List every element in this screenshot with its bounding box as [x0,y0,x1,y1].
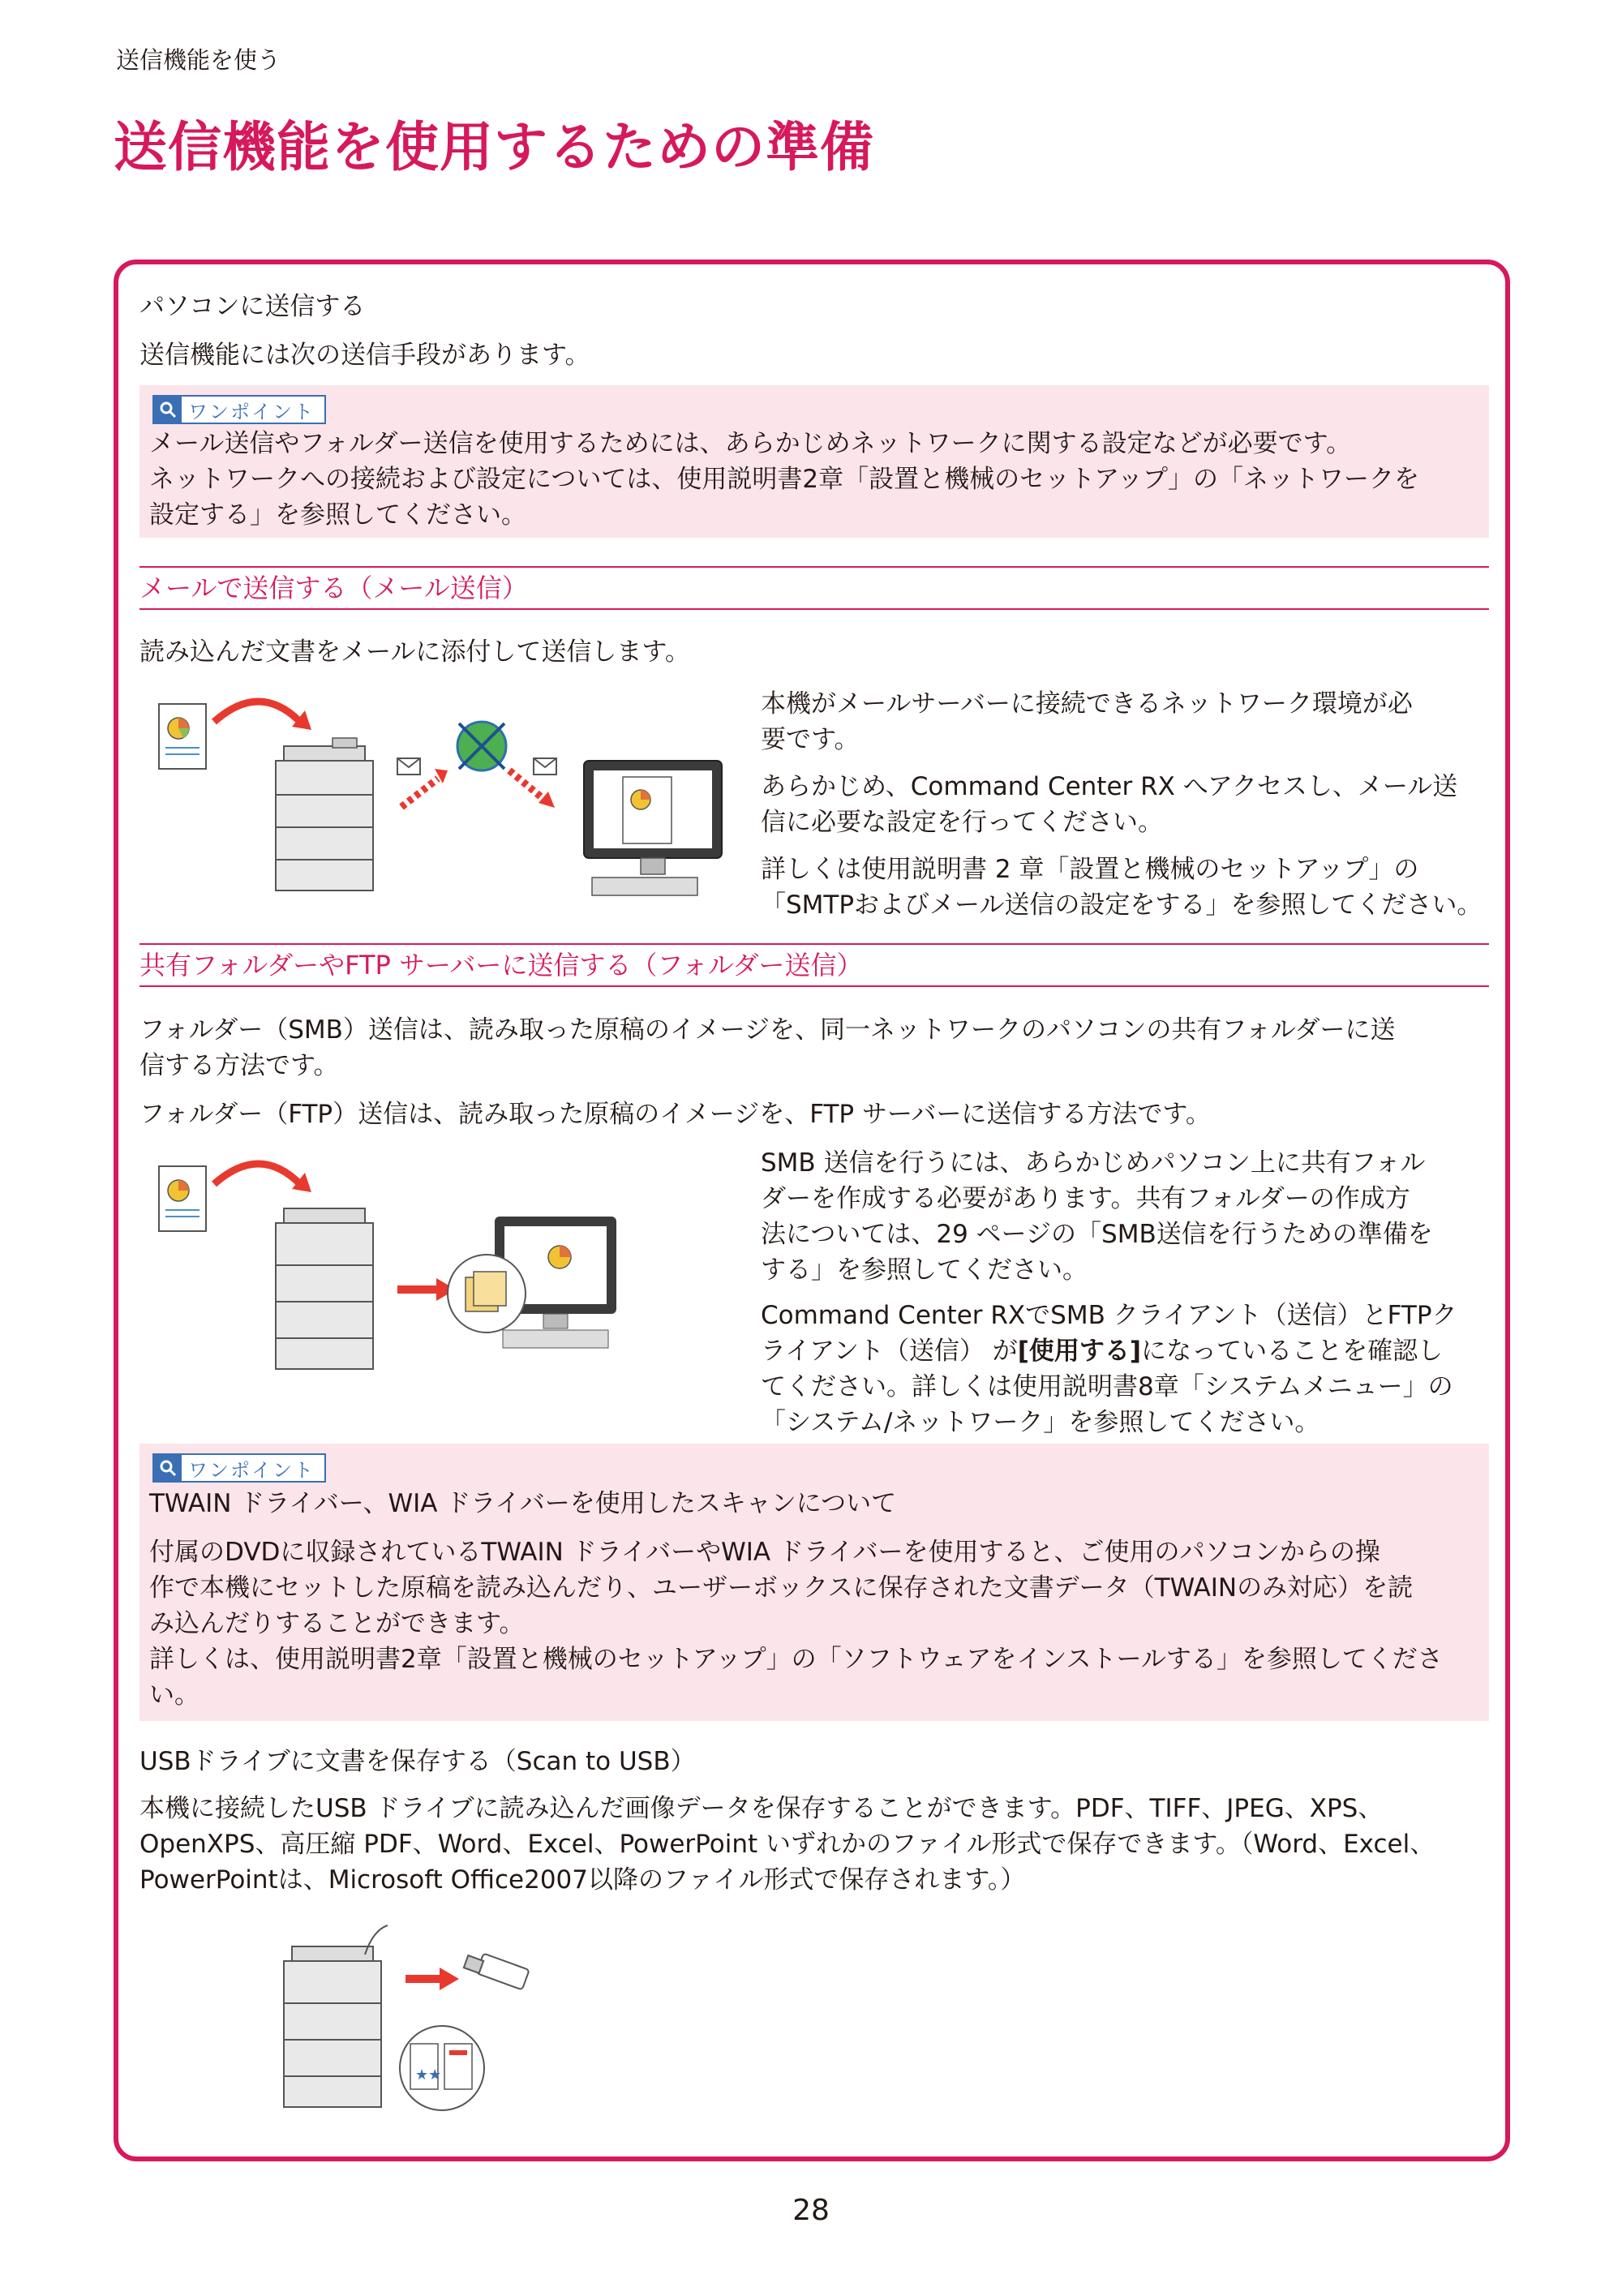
onepoint-badge [152,395,326,424]
network-globe-icon [457,722,506,770]
onepoint-line: 付属のDVDに収録されているTWAIN ドライバーやWIA ドライバーを使用すると、ご使用のパソコンからの操 [149,1538,1380,1567]
email-note-2: あらかじめ、Command Center RX へアクセスし、メール送 信に必要な設定を行ってください。 [761,772,1458,837]
onepoint-title: TWAIN ドライバー、WIA ドライバーを使用したスキャンについて [149,1489,897,1518]
usb-drive-icon [464,1954,530,1990]
onepoint-line: 作で本機にセットした原稿を読み込んだり、ユーザーボックスに保存された文書データ（TWAINのみ対応）を読 [149,1573,1414,1603]
multifunction-printer-icon [276,1208,373,1369]
computer-monitor-icon [584,761,722,895]
intro-text: 送信機能には次の送信手段があります。 [139,341,590,370]
email-note-1: 本機がメールサーバーに接続できるネットワーク環境が必 要です。 [761,689,1413,754]
multifunction-printer-icon [284,1946,381,2107]
page-number: 28 [792,2194,830,2227]
onepoint-box [139,385,1489,538]
onepoint-line: ネットワークへの接続および設定については、使用説明書2章「設置と機械のセットアップ」の「ネットワークを [149,465,1419,494]
multifunction-printer-icon [276,738,373,891]
usb-save-illustration [276,1922,584,2117]
svg-text:★★: ★★ [415,2066,442,2084]
onepoint-line: メール送信やフォルダー送信を使用するためには、あらかじめネットワークに関する設定などが必要です。 [149,429,1352,458]
folder-note-1: SMB 送信を行うには、あらかじめパソコン上に共有フォル ダーを作成する必要があります。共有フォルダーの作成方 法については、29 ページの「SMB送信を行うための準備を する」を参照してください。 [761,1148,1433,1285]
email-send-illustration [154,689,738,900]
usb-text: 本機に接続したUSB ドライブに読み込んだ画像データを保存することができます。PDF、TIFF、JPEG、XPS、 OpenXPS、高圧縮 PDF、Word、Excel、PowerPoint いずれかのファイル形式で保存できます。（Word、Excel、 PowerPointは、Microsoft Office2007以降のファイル形式で保存されます。） [139,1794,1435,1895]
email-note-3: 詳しくは使用説明書 2 章「設置と機械のセットアップ」の 「SMTPおよびメール送信の設定をする」を参照してください。 [761,855,1483,920]
onepoint-line: 設定する」を参照してください。 [149,500,526,530]
page-title: 送信機能を使用するための準備 [114,116,874,178]
onepoint-line: 詳しくは、使用説明書2章「設置と機械のセットアップ」の「ソフトウェアをインストールする」を参照してくださ [149,1645,1443,1674]
saved-documents-icon [400,2026,484,2110]
document-icon [159,1166,206,1231]
magnifier-icon [154,397,182,423]
breadcrumb: 送信機能を使う [116,46,281,74]
intro-heading: パソコンに送信する [139,292,366,321]
folder-send-illustration [154,1152,641,1379]
onepoint-box [139,1444,1489,1721]
onepoint-line: み込んだりすることができます。 [149,1609,525,1638]
folder-note-2: Command Center RXでSMB クライアント（送信）とFTPク ライアント（送信） が[使用する]になっていることを確認し てください。詳しくは使用説明書8章「システムメニュー」の 「システム/ネットワーク」を参照してください。 [761,1301,1457,1437]
section-heading-email: メールで送信する（メール送信） [139,566,1489,610]
onepoint-badge [152,1453,326,1483]
onepoint-label: ワンポイント [188,400,315,423]
document-icon [159,704,206,769]
folder-intro-1: フォルダー（SMB）送信は、読み取った原稿のイメージを、同一ネットワークのパソコンの共有フォルダーに送 信する方法です。 [139,1015,1396,1080]
shared-folder-icon [448,1255,526,1333]
magnifier-icon [154,1455,182,1481]
folder-intro-2: フォルダー（FTP）送信は、読み取った原稿のイメージを、FTP サーバーに送信する方法です。 [139,1100,1211,1129]
onepoint-line: い。 [149,1680,200,1710]
onepoint-label: ワンポイント [188,1458,315,1482]
section-heading-folder: 共有フォルダーやFTP サーバーに送信する（フォルダー送信） [139,943,1489,987]
usb-heading: USBドライブに文書を保存する（Scan to USB） [139,1747,696,1776]
email-intro: 読み込んだ文書をメールに添付して送信します。 [139,637,690,667]
